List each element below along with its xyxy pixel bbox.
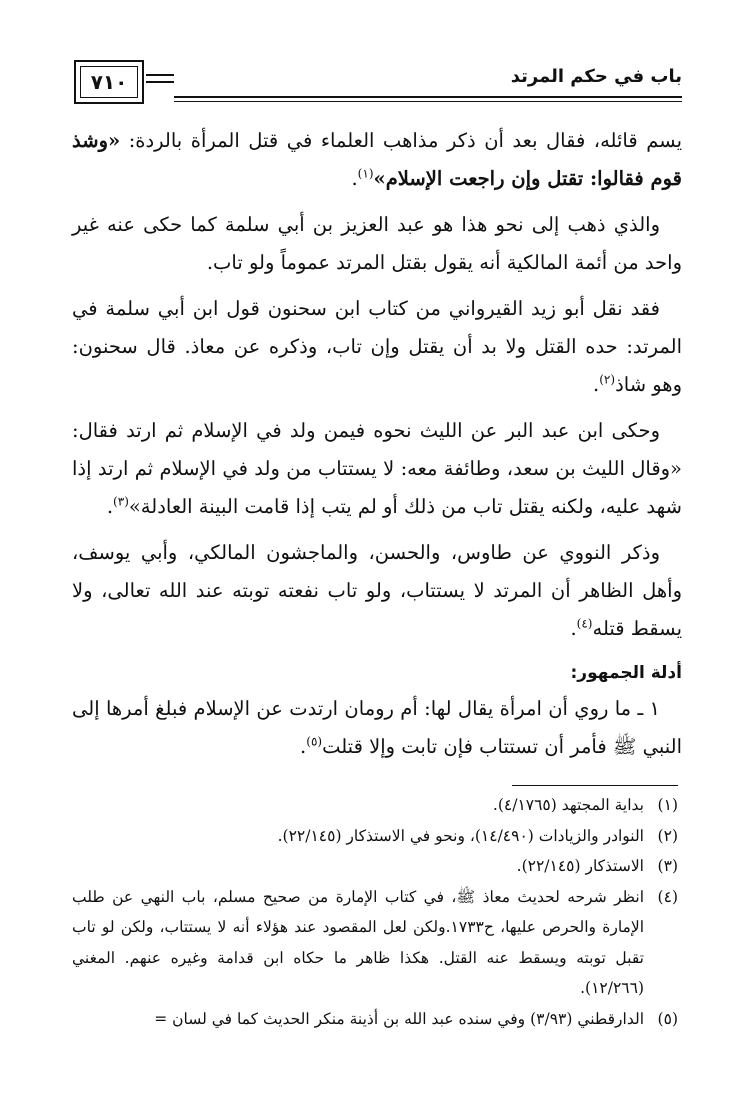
footnote-ref[interactable]: (٥): [306, 734, 323, 749]
footnote: [72, 1004, 678, 1035]
page-number-box: [72, 60, 174, 106]
footnote-number: (٣): [657, 857, 678, 875]
footnote-text: النوادر والزيادات (١٤/٤٩٠)، ونحو في الاستذكار (٢٢/١٤٥).: [277, 826, 644, 845]
paragraph: [72, 412, 682, 526]
footnote-ref[interactable]: (١): [357, 166, 374, 181]
footnote-text: بداية المجتهد (٤/١٧٦٥).: [492, 796, 644, 814]
paragraph: [72, 122, 682, 198]
punct: .: [593, 373, 600, 396]
paragraph: [72, 290, 682, 404]
footnote-text: الدارقطني (٣/٩٣) وفي سنده عبد الله بن أذينة منكر الحديث كما في لسان =: [154, 1009, 644, 1028]
paragraph-text: فقد نقل أبو زيد القيرواني من كتاب ابن سحنون قول ابن أبي سلمة في المرتد: حده القتل ولا بد أن يقتل وإن تاب، وذكره عن معاذ. قال سحنون: وهو شاذ: [72, 297, 682, 396]
footnote-number: (٢): [657, 826, 678, 845]
footnote-text: انظر شرحه لحديث معاذ ﷺ، في كتاب الإمارة من صحيح مسلم، باب النهي عن طلب الإمارة والحرص عليها، ح١٧٣٣.ولكن لعل المقصود عند هؤلاء أنه لا يستتاب، ولكن لو تاب تقبل توبته ويسقط عنه القتل. هكذا ظاهر ما حكاه ابن قدامة وغيره عنهم. المغني (١٢/٢٦٦).: [72, 887, 644, 997]
footnote-ref[interactable]: (٤): [576, 616, 593, 631]
footnote-text: الاستذكار (٢٢/١٤٥).: [516, 857, 644, 875]
page-number: ٧١٠: [80, 66, 138, 98]
footnote-number: (١): [657, 796, 678, 814]
paragraph-text: وذكر النووي عن طاوس، والحسن، والماجشون المالكي، وأبي يوسف، وأهل الظاهر أن المرتد لا يستتاب، ولو تاب نفعته توبته عند الله تعالى، ولا يسقط قتله: [72, 541, 682, 640]
paragraph: [72, 534, 682, 648]
running-title: باب في حكم المرتد: [510, 66, 682, 87]
footnote-ref[interactable]: (٢): [599, 372, 616, 387]
punct: .: [106, 495, 114, 518]
paragraph-text: يسم قائله، فقال بعد أن ذكر مذاهب العلماء في قتل المرأة بالردة:: [120, 129, 682, 152]
punct: .: [351, 167, 358, 190]
ornament-lines: [146, 74, 174, 88]
paragraph: [72, 690, 682, 766]
paragraph: والذي ذهب إلى نحو هذا هو عبد العزيز بن أبي سلمة كما حكى عنه غير واحد من أئمة المالكية أنه يقول بقتل المرتد عموماً ولو تاب.: [72, 213, 682, 274]
paragraph-text: ١ ـ ما روي أن امرأة يقال لها: أم رومان ارتدت عن الإسلام فبلغ أمرها إلى النبي ﷺ فأمر أن تستتاب فإن تابت وإلا قتلت: [72, 697, 682, 758]
footnote-separator: [512, 785, 678, 786]
quote-bold: «وشذ قوم فقالوا: تقتل وإن راجعت الإسلام»: [72, 129, 682, 190]
footnote-ref[interactable]: (٣): [113, 494, 129, 509]
footnote: [72, 790, 678, 821]
footnote-number: (٥): [657, 1009, 678, 1028]
main-text: [72, 122, 682, 774]
punct: .: [300, 735, 307, 758]
footnote: [72, 851, 678, 882]
footnote: [72, 882, 678, 1004]
footnotes: [72, 790, 678, 1034]
footnote-number: (٤): [657, 887, 678, 906]
paragraph-text: وحكى ابن عبد البر عن الليث نحوه فيمن ولد في الإسلام ثم ارتد فقال: «وقال الليث بن سعد، وطائفة معه: لا يستتاب من ولد في الإسلام ثم ارتد إذا شهد عليه، ولكنه يقتل تاب من ذلك أو لم يتب إذا قامت البينة العادلة»: [72, 419, 682, 518]
page-header: [72, 62, 682, 102]
footnote: [72, 821, 678, 852]
section-heading: أدلة الجمهور:: [570, 663, 682, 683]
punct: .: [570, 617, 577, 640]
